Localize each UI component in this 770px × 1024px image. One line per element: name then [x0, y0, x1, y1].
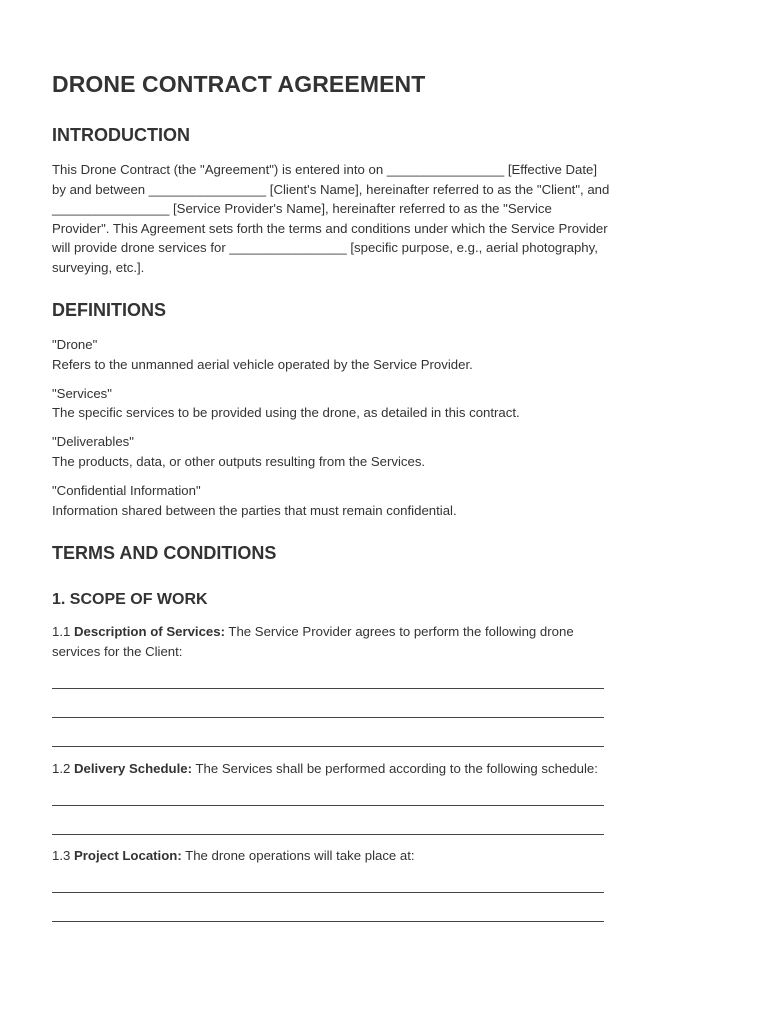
fill-in-line[interactable]	[52, 892, 604, 893]
clause-1-3	[52, 846, 722, 866]
scope-of-work-heading: 1. SCOPE OF WORK	[52, 591, 208, 608]
clause-1-2-label: Delivery Schedule:	[74, 761, 193, 776]
definition-meaning-drone: Refers to the unmanned aerial vehicle operated by the Service Provider.	[52, 357, 473, 372]
definition-term-confidential: "Confidential Information"	[52, 483, 201, 498]
clause-1-1-line-2: services for the Client:	[52, 644, 183, 659]
clause-1-1-line-1	[52, 622, 722, 642]
fill-in-line[interactable]	[52, 805, 604, 806]
fill-in-line[interactable]	[52, 921, 604, 922]
introduction-line-5: will provide drone services for ________________ [specific purpose, e.g., aerial photography,	[52, 240, 598, 255]
definition-term-services: "Services"	[52, 386, 112, 401]
terms-heading: TERMS AND CONDITIONS	[52, 543, 277, 563]
document-title: DRONE CONTRACT AGREEMENT	[52, 71, 426, 97]
definitions-heading: DEFINITIONS	[52, 300, 167, 320]
clause-1-1-label: Description of Services:	[74, 624, 225, 639]
definition-meaning-deliverables: The products, data, or other outputs resulting from the Services.	[52, 454, 426, 469]
clause-1-2-number: 1.2	[52, 761, 74, 776]
clause-1-2-text: The Services shall be performed according to the following schedule:	[192, 761, 598, 776]
introduction-heading: INTRODUCTION	[52, 125, 190, 145]
clause-1-3-number: 1.3	[52, 848, 74, 863]
definition-term-deliverables: "Deliverables"	[52, 434, 134, 449]
definition-term-drone: "Drone"	[52, 337, 98, 352]
fill-in-line[interactable]	[52, 688, 604, 689]
clause-1-1-number: 1.1	[52, 624, 74, 639]
clause-1-2	[52, 759, 722, 779]
clause-1-3-text: The drone operations will take place at:	[181, 848, 415, 863]
introduction-line-4: Provider". This Agreement sets forth the terms and conditions under which the Service Provider	[52, 221, 608, 236]
fill-in-line[interactable]	[52, 834, 604, 835]
clause-1-1-text: The Service Provider agrees to perform the following drone	[224, 624, 574, 639]
introduction-line-1: This Drone Contract (the "Agreement") is entered into on ________________ [Effective Date]	[52, 162, 598, 177]
fill-in-line[interactable]	[52, 746, 604, 747]
clause-1-3-label: Project Location:	[74, 848, 182, 863]
introduction-line-6: surveying, etc.].	[52, 260, 145, 275]
definition-meaning-confidential: Information shared between the parties that must remain confidential.	[52, 503, 457, 518]
introduction-line-3: ________________ [Service Provider's Name], hereinafter referred to as the "Service	[52, 201, 552, 216]
introduction-line-2: by and between ________________ [Client's Name], hereinafter referred to as the "Client", and	[52, 182, 610, 197]
fill-in-line[interactable]	[52, 717, 604, 718]
definition-meaning-services: The specific services to be provided using the drone, as detailed in this contract.	[52, 405, 520, 420]
